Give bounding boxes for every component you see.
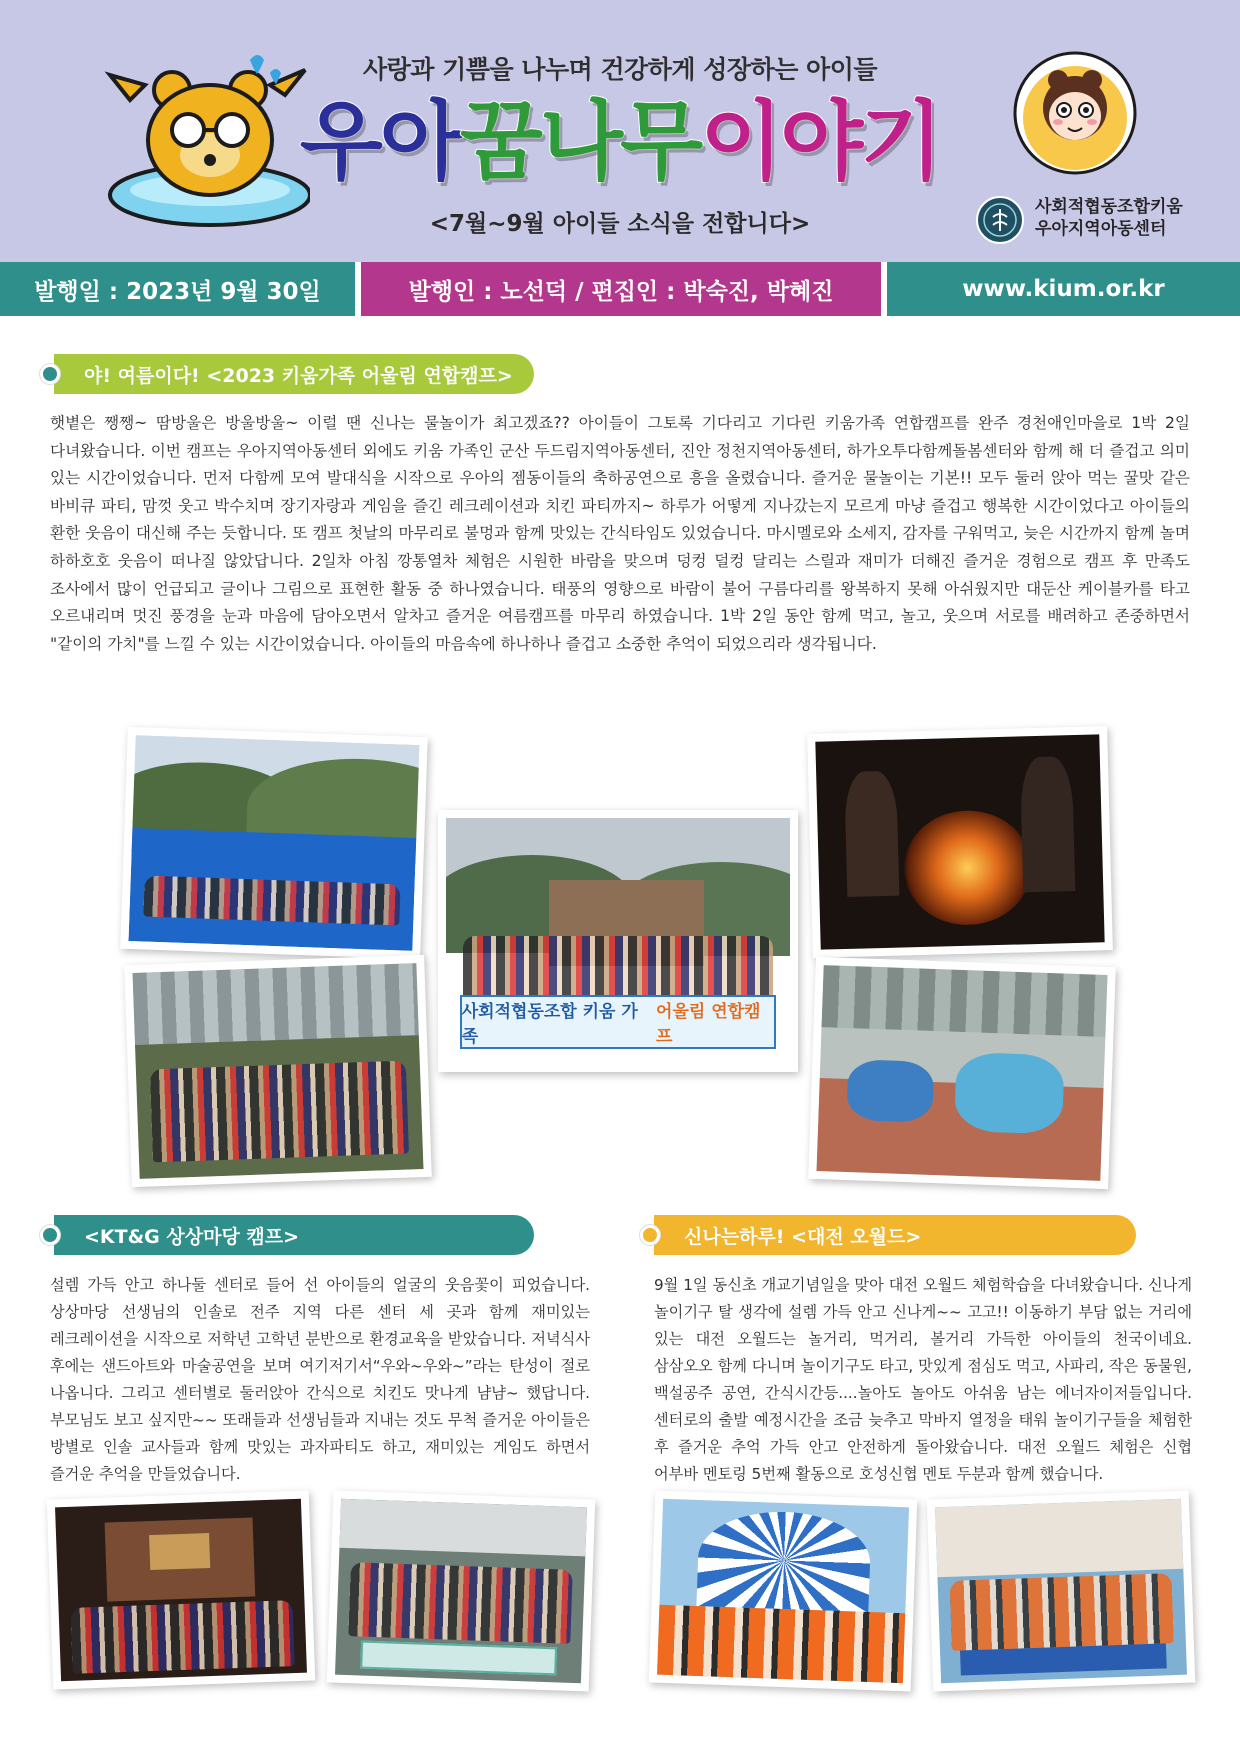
photo-barbecue-party [124, 955, 432, 1187]
section-header-ktg-camp [54, 1215, 534, 1255]
photo-magic-show [47, 1490, 315, 1689]
pool-scene [128, 735, 419, 951]
oworld-article: 9월 1일 동신초 개교기념일을 맞아 대전 오월드 체험학습을 다녀왔습니다. 신나게 놀이기구 탈 생각에 설렘 가득 안고 신나게~~ 고고!! 이동하기 부담 없는 거리에 있는 대전 오월드는 놀거리, 먹거리, 볼거리 가득한 아이들의 천국이네요. 삼삼오오 함께 다니며 놀이기구도 타고, 맛있게 점심도 먹고, 사파리, 작은 동물원, 백설공주 공연, 간식시간등....놀아도 놀아도 아쉬움 남는 에너자이저들입니다. 센터로의 출발 예정시간을 조금 늦추고 막바지 열정을 태워 놀이기구들을 체험한 후 즐거운 추억 가득 안고 안전하게 돌아왔습니다. 대전 오월드 체험은 신협 어부바 멘토링 5번째 활동으로 호성신협 멘토 두분과 함께 했습니다. [654, 1276, 1192, 1483]
photo-group-banner [438, 810, 798, 1072]
photo-oworld-group [927, 1490, 1196, 1691]
banner-text: 사회적협동조합 키움 가족 [461, 1002, 638, 1048]
title-part-3: 이야기 [700, 92, 941, 192]
organization-name [1035, 196, 1183, 240]
title-part-1: 우아 [299, 92, 460, 192]
issue-date: 발행일 : 2023년 9월 30일 [0, 262, 355, 316]
amusement-ride-scene [657, 1499, 909, 1683]
section-title: 야! 여름이다! <2023 키움가족 어울림 연합캠프> [84, 364, 513, 387]
header-tagline: <7월~9월 아이들 소식을 전합니다> [429, 211, 811, 237]
website-link[interactable]: www.kium.or.kr [887, 262, 1240, 316]
info-bar [0, 262, 1240, 316]
magic-show-scene [55, 1499, 307, 1681]
header-subtitle: 사랑과 기쁨을 나누며 건강하게 성장하는 아이들 [362, 55, 878, 84]
bear-mascot-icon [100, 45, 310, 230]
can-train-scene [816, 965, 1107, 1181]
photo-campfire [807, 726, 1113, 958]
campfire-scene [815, 734, 1104, 949]
photo-amusement-ride [649, 1490, 918, 1691]
ktg-camp-article: 설렘 가득 안고 하나둘 센터로 들어 선 아이들의 얼굴의 웃음꽃이 피었습니다. 상상마당 선생님의 인솔로 전주 지역 다른 센터 세 곳과 함께 재미있는 레크레이션을 시작으로 저학년 고학년 분반으로 환경교육을 받았습니다. 저녁식사 후에는 샌드아트와 마술공연을 보며 여기저기서“우와~우와~”라는 탄성이 절로 나옵니다. 그리고 센터별로 둘러앉아 간식으로 치킨도 맛나게 냠냠~ 했답니다. 부모님도 보고 싶지만~~ 또래들과 선생님들과 지내는 것도 무척 즐거운 아이들은 방별로 인솔 교사들과 함께 맛있는 과자파티도 하고, 재미있는 게임도 하면서 즐거운 추억을 만들었습니다. [50, 1276, 590, 1483]
kium-logo-icon [975, 195, 1025, 245]
bullet-dot-icon [640, 1225, 660, 1245]
photo-ktg-group [327, 1490, 596, 1691]
photo-pool-play [120, 727, 428, 959]
photo-can-train [808, 957, 1116, 1189]
girl-mascot-icon [1010, 48, 1140, 178]
bullet-dot-icon [40, 1225, 60, 1245]
publisher-editor: 발행인 : 노선덕 / 편집인 : 박숙진, 박혜진 [361, 262, 881, 316]
newsletter-header [0, 0, 1240, 262]
org-name-line-1: 사회적협동조합키움 [1035, 197, 1183, 217]
org-name-line-2: 우아지역아동센터 [1035, 219, 1167, 239]
section-title: 신나는하루! <대전 오월드> [684, 1225, 922, 1248]
ktg-group-scene [335, 1499, 587, 1683]
section-title: <KT&G 상상마당 캠프> [84, 1225, 300, 1248]
barbecue-scene [132, 963, 423, 1179]
section-header-oworld [654, 1215, 1136, 1255]
bullet-dot-icon [40, 364, 60, 384]
summer-camp-article: 햇볕은 쨍쨍~ 땀방울은 방울방울~ 이럴 땐 신나는 물놀이가 최고겠죠?? 아이들이 그토록 기다리고 기다린 키움가족 연합캠프를 완주 경천애인마을로 1박 2일 다녀왔습니다. 이번 캠프는 우아지역아동센터 외에도 키움 가족인 군산 두드림지역아동센터, 진안 정천지역아동센터, 하가오투다함께돌봄센터와 함께 해 더 즐겁고 의미 있는 시간이었습니다. 먼저 다함께 모여 발대식을 시작으로 우아의 젬동이들의 축하공연으로 흥을 올렸습니다. 즐거운 물놀이는 기본!! 모두 둘러 앉아 먹는 꿀맛 같은 바비큐 파티, 맘껏 웃고 박수치며 장기자랑과 게임을 즐긴 레크레이션과 치킨 파티까지~ 하루가 어떻게 지나갔는지 모르게 마냥 즐겁고 행복한 시간이었다고 아이들의 환한 웃음이 대신해 주는 듯합니다. 또 캠프 첫날의 마무리로 불멍과 함께 맛있는 간식타임도 있었습니다. 마시멜로와 소세지, 감자를 구워먹고, 늦은 시간까지 함께 놀며 하하호호 웃음이 떠나질 않았답니다. 2일차 아침 깡통열차 체험은 시원한 바람을 맞으며 덩컹 덜컹 달리는 스릴과 재미가 더해진 즐거운 경험으로 캠프 후 만족도 조사에서 많이 언급되고 글이나 그림으로 표현한 활동 중 하나였습니다. 태풍의 영향으로 바람이 불어 구름다리를 왕복하지 못해 아쉬웠지만 대둔산 케이블카를 타고 오르내리며 멋진 풍경을 눈과 마음에 담아오면서 알차고 즐거운 여름캠프를 마무리 하였습니다. 1박 2일 동안 함께 먹고, 놀고, 웃으며 서로를 배려하고 존중하면서 "같이의 가치"를 느낄 수 있는 시간이었습니다. 아이들의 마음속에 하나하나 즐겁고 소중한 추억이 되었으리라 생각됩니다. [50, 414, 1190, 653]
group-photo-scene [446, 818, 790, 1064]
camp-banner [460, 995, 777, 1049]
section-header-summer-camp [54, 354, 534, 394]
title-part-2: 꿈나무 [459, 92, 701, 192]
banner-highlight: 어울림 연합캠프 [656, 1002, 761, 1048]
oworld-group-scene [935, 1499, 1187, 1683]
